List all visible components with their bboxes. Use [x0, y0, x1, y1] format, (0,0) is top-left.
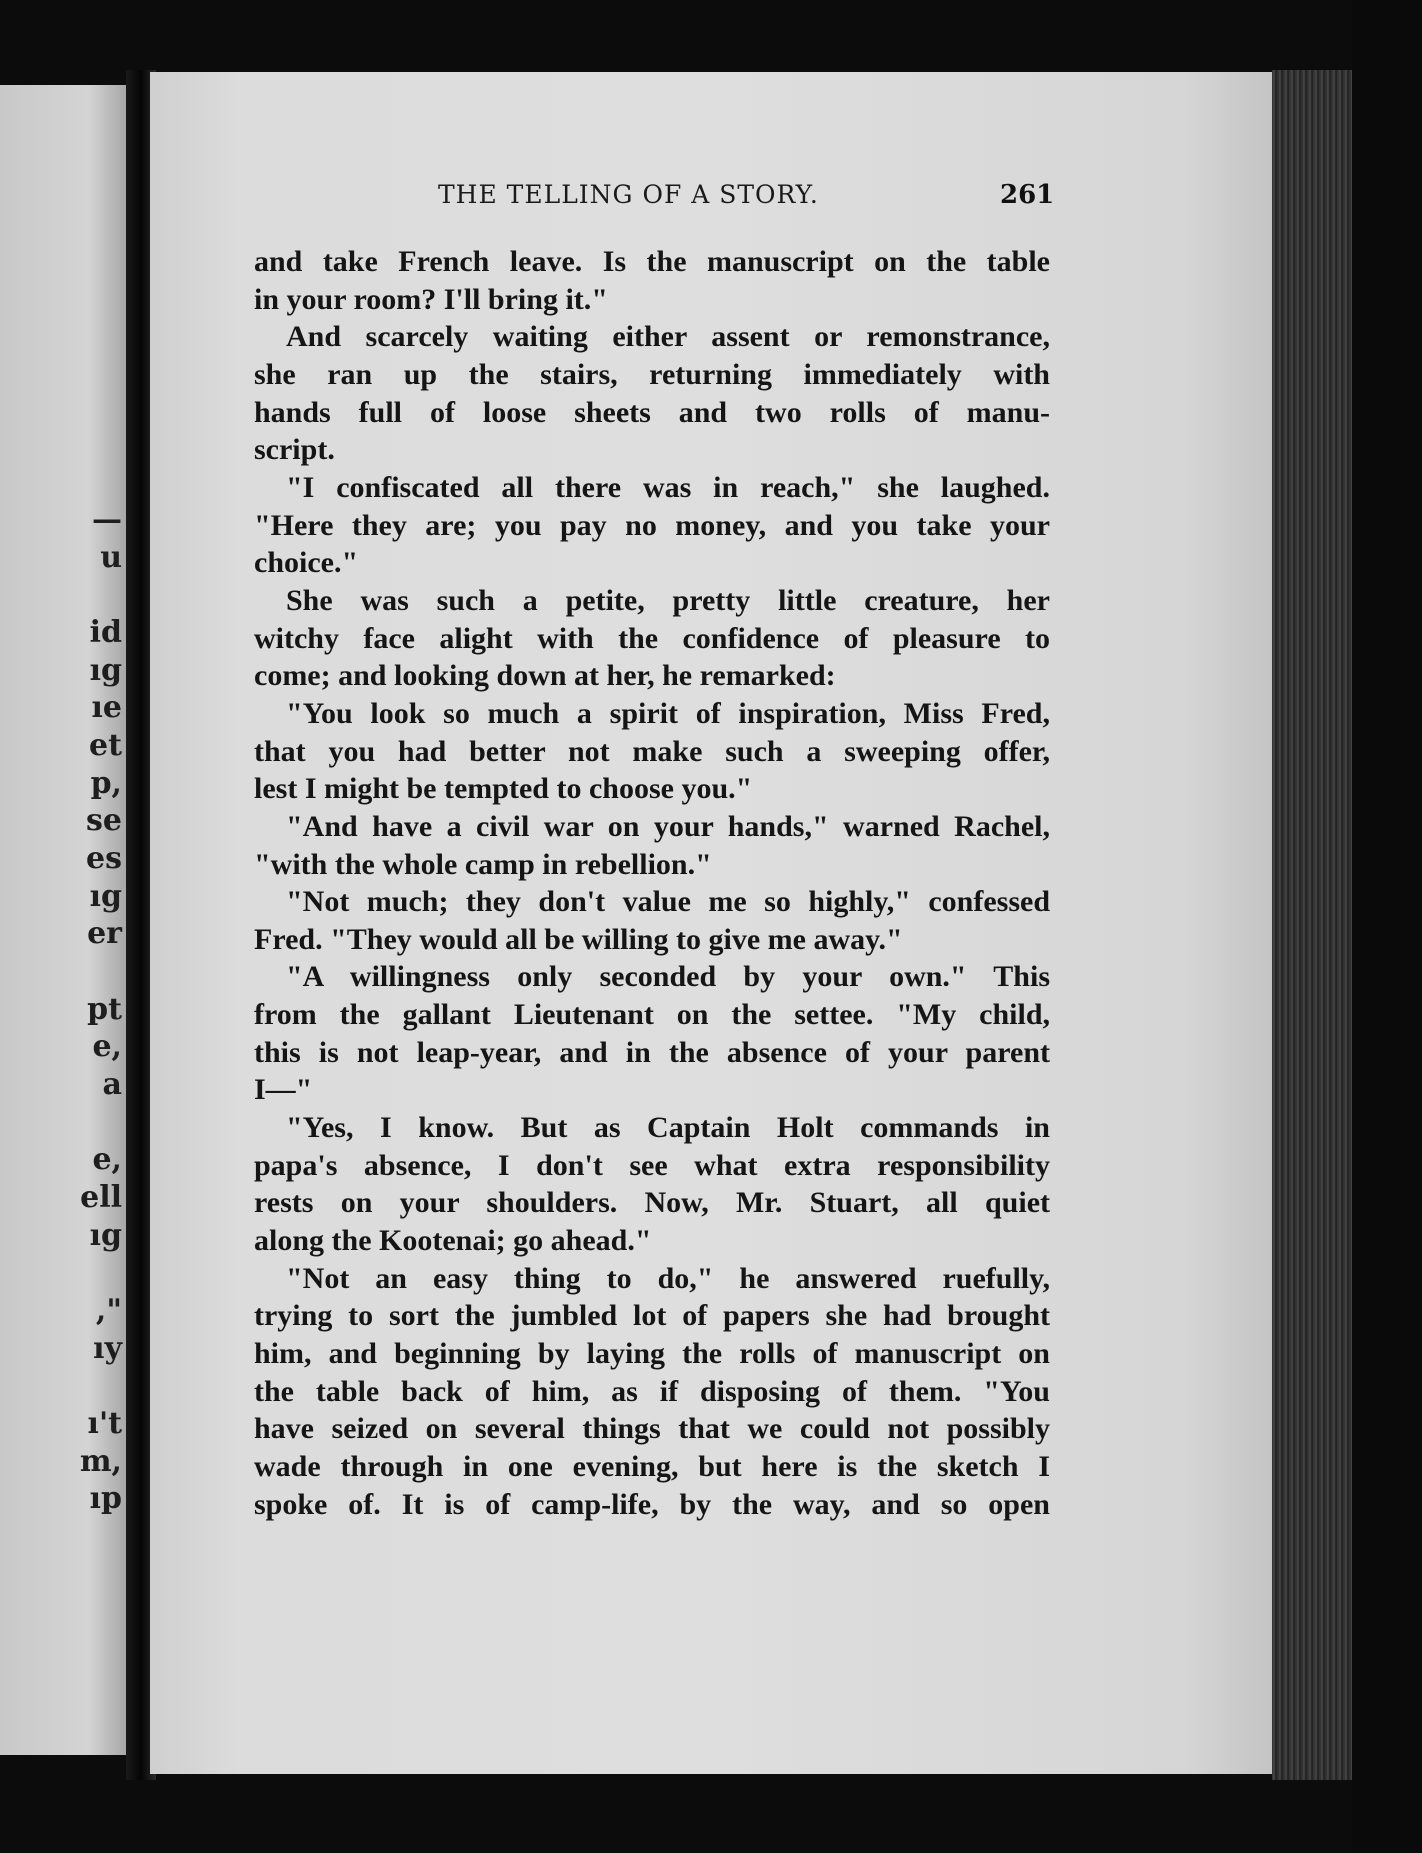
text-line: in your room? I'll bring it." [254, 282, 608, 316]
text-line: lest I might be tempted to choose you." [254, 772, 753, 806]
left-page-fragment: u [100, 539, 122, 575]
text-line: witchy face alight with the confidence of pleasure to [254, 621, 1050, 655]
text-line: choice." [254, 546, 359, 580]
text-line: papa's absence, I don't see what extra responsibility [254, 1148, 1050, 1182]
text-line: script. [254, 433, 335, 467]
text-line: "A willingness only seconded by your own." This [286, 960, 1050, 994]
left-page-fragment: p, [90, 765, 122, 801]
text-line: this is not leap-year, and in the absence of your parent [254, 1035, 1050, 1069]
left-page-fragment: ı't [87, 1406, 122, 1442]
text-line: "Yes, I know. But as Captain Holt commands in [286, 1111, 1050, 1145]
left-page-fragment: er [87, 916, 122, 952]
text-line: rests on your shoulders. Now, Mr. Stuart, all quiet [254, 1186, 1050, 1220]
page-number: 261 [1000, 180, 1055, 210]
text-line: "Here they are; you pay no money, and you take your [254, 508, 1050, 542]
text-line: "Not an easy thing to do," he answered ruefully, [286, 1261, 1050, 1295]
text-line: him, and beginning by laying the rolls of manuscript on [254, 1337, 1050, 1371]
text-line: "And have a civil war on your hands," warned Rachel, [286, 809, 1050, 843]
left-page-fragment: es [86, 841, 122, 877]
left-page [0, 85, 126, 1755]
text-line: trying to sort the jumbled lot of papers she had brought [254, 1299, 1050, 1333]
left-page-fragment: ıg [89, 1217, 122, 1253]
text-line: from the gallant Lieutenant on the settee. "My child, [254, 998, 1050, 1032]
text-line: have seized on several things that we could not possibly [254, 1412, 1050, 1446]
text-line: and take French leave. Is the manuscript on the table [254, 245, 1050, 278]
text-line: the table back of him, as if disposing of them. "You [254, 1374, 1050, 1408]
left-page-fragment: — [92, 502, 122, 537]
left-page-fragment: e, [92, 1029, 122, 1065]
left-page-fragment: ," [95, 1293, 122, 1329]
left-page-fragment: e, [92, 1142, 122, 1178]
text-line: she ran up the stairs, returning immediately with [254, 357, 1050, 391]
text-line: "with the whole camp in rebellion." [254, 847, 712, 881]
text-line: spoke of. It is of camp-life, by the way, and so open [254, 1487, 1050, 1521]
left-page-fragment: m, [79, 1443, 122, 1479]
text-line: "You look so much a spirit of inspiration, Miss Fred, [286, 696, 1050, 730]
left-page-fragment: ıg [89, 652, 122, 688]
text-line: She was such a petite, pretty little creature, her [286, 583, 1050, 617]
left-page-fragment: et [89, 728, 122, 764]
text-line: "I confiscated all there was in reach," she laughed. [286, 470, 1050, 504]
running-head: THE TELLING OF A STORY. [438, 180, 819, 209]
text-line: "Not much; they don't value me so highly," confessed [286, 885, 1050, 919]
body-text [254, 243, 1050, 1523]
left-page-fragment: ıg [89, 878, 122, 914]
left-page-fragment: ell [80, 1180, 122, 1216]
text-line: hands full of loose sheets and two rolls of manu- [254, 395, 1050, 429]
text-line: Fred. "They would all be willing to give me away." [254, 922, 903, 956]
left-page-fragment: a [102, 1067, 122, 1103]
left-page-fragment: ıy [93, 1330, 122, 1366]
text-line: I—" [254, 1073, 313, 1107]
text-line: come; and looking down at her, he remarked: [254, 659, 836, 693]
page-stack-edge [1272, 70, 1352, 1780]
left-page-fragment: ıe [91, 690, 122, 726]
scan-background [1352, 0, 1422, 1853]
text-line: along the Kootenai; go ahead." [254, 1224, 652, 1258]
text-line: And scarcely waiting either assent or remonstrance, [286, 320, 1050, 354]
text-line: that you had better not make such a sweeping offer, [254, 734, 1050, 768]
left-page-fragment: id [89, 615, 122, 650]
left-page-fragment: ıp [89, 1481, 122, 1517]
left-page-fragment: se [86, 803, 122, 839]
left-page-fragment: pt [87, 991, 122, 1027]
text-line: wade through in one evening, but here is the sketch I [254, 1450, 1050, 1483]
